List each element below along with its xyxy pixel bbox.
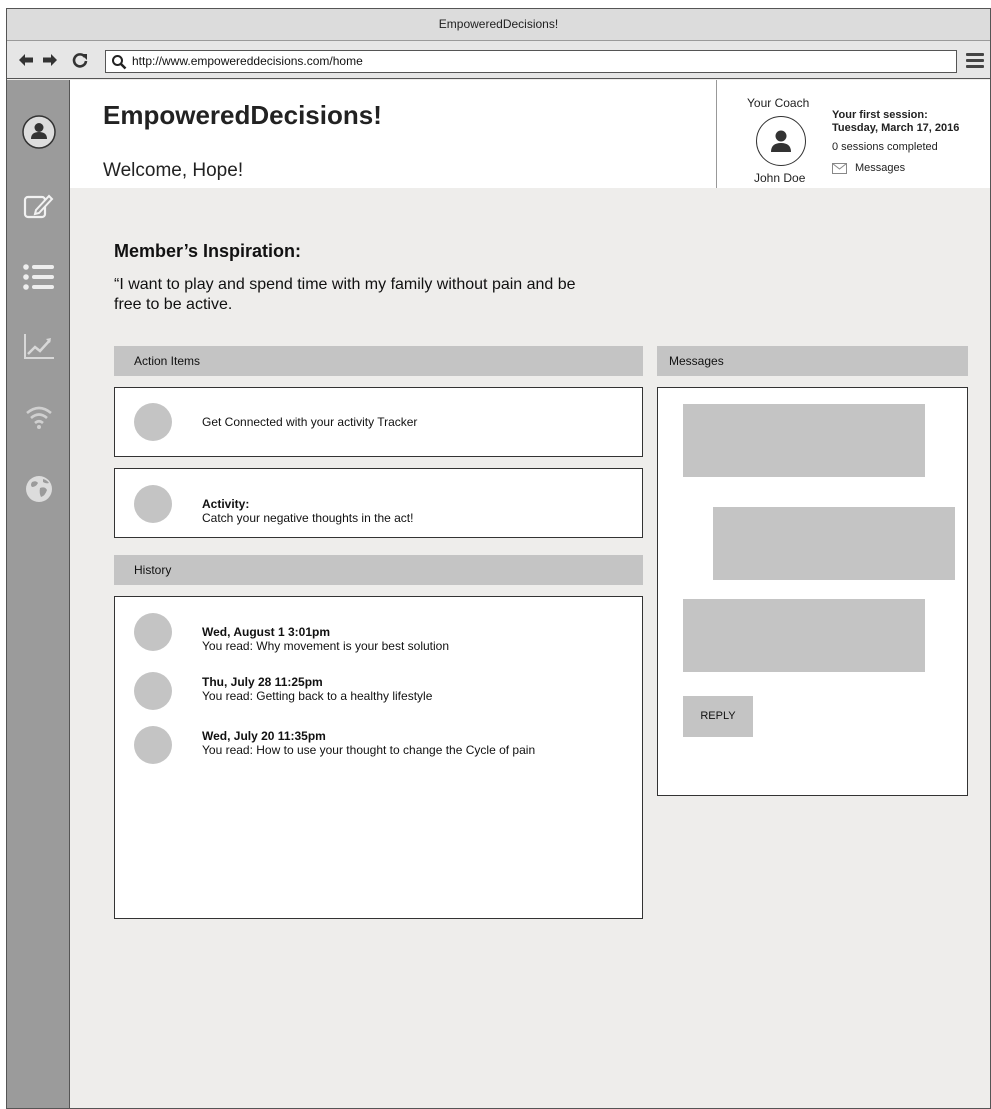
messages-header: Messages bbox=[657, 346, 968, 376]
message-bubble-incoming bbox=[683, 599, 925, 672]
coach-name: John Doe bbox=[754, 171, 806, 185]
forward-icon[interactable] bbox=[41, 51, 59, 69]
session-title: Your first session: bbox=[832, 109, 928, 121]
brand-title: EmpoweredDecisions! bbox=[103, 100, 382, 130]
action-item-text: Get Connected with your activity Tracker bbox=[202, 415, 418, 429]
coach-avatar[interactable] bbox=[756, 116, 806, 166]
coach-label: Your Coach bbox=[747, 96, 810, 110]
profile-icon[interactable] bbox=[21, 114, 57, 150]
inspiration-quote: “I want to play and spend time with my family without pain and be free to be active. bbox=[114, 276, 576, 313]
history-entry[interactable] bbox=[202, 675, 432, 703]
history-avatar bbox=[134, 672, 172, 710]
message-bubble-incoming bbox=[683, 404, 925, 477]
action-item[interactable] bbox=[114, 468, 643, 538]
history-entry[interactable] bbox=[202, 625, 449, 653]
history-date: Thu, July 28 11:25pm bbox=[202, 675, 323, 689]
welcome-text: Welcome, Hope! bbox=[103, 160, 244, 181]
coach-panel bbox=[716, 80, 991, 188]
action-item-content bbox=[202, 497, 413, 525]
action-item-avatar bbox=[134, 485, 172, 523]
history-entry[interactable] bbox=[202, 729, 535, 757]
action-item[interactable] bbox=[114, 387, 643, 457]
messages-link-label: Messages bbox=[855, 162, 906, 174]
inspiration-title: Member’s Inspiration: bbox=[114, 241, 302, 261]
history-header: History bbox=[114, 555, 643, 585]
history-date: Wed, August 1 3:01pm bbox=[202, 625, 331, 639]
window-title: EmpoweredDecisions! bbox=[7, 9, 990, 41]
envelope-icon bbox=[832, 163, 847, 174]
history-avatar bbox=[134, 613, 172, 651]
page-header bbox=[70, 80, 991, 188]
session-info bbox=[832, 109, 959, 135]
action-items-header: Action Items bbox=[114, 346, 643, 376]
wifi-icon[interactable] bbox=[21, 399, 57, 435]
action-item-avatar bbox=[134, 403, 172, 441]
message-bubble-outgoing bbox=[713, 507, 955, 580]
messages-link[interactable] bbox=[832, 162, 905, 174]
url-bar[interactable] bbox=[105, 50, 957, 73]
browser-menu-icon[interactable] bbox=[966, 53, 984, 69]
sessions-completed: 0 sessions completed bbox=[832, 141, 938, 153]
history-date: Wed, July 20 11:35pm bbox=[202, 729, 326, 743]
globe-icon[interactable] bbox=[21, 471, 57, 507]
sidebar bbox=[7, 80, 70, 1109]
browser-window bbox=[6, 8, 991, 1109]
history-text: You read: Why movement is your best solution bbox=[202, 639, 450, 653]
action-item-label: Activity: bbox=[202, 497, 250, 511]
chart-icon[interactable] bbox=[21, 328, 57, 364]
search-icon bbox=[111, 54, 127, 70]
history-text: You read: How to use your thought to change the Cycle of pain bbox=[202, 743, 536, 757]
user-icon bbox=[768, 128, 794, 154]
browser-toolbar bbox=[7, 41, 990, 79]
history-text: You read: Getting back to a healthy lifestyle bbox=[202, 689, 433, 703]
reply-button[interactable]: REPLY bbox=[683, 696, 753, 737]
history-list bbox=[114, 596, 643, 919]
messages-panel bbox=[657, 387, 968, 796]
back-icon[interactable] bbox=[17, 51, 35, 69]
history-avatar bbox=[134, 726, 172, 764]
action-item-text: Catch your negative thoughts in the act! bbox=[202, 511, 414, 525]
session-date: Tuesday, March 17, 2016 bbox=[832, 122, 960, 134]
edit-icon[interactable] bbox=[21, 189, 57, 225]
list-icon[interactable] bbox=[21, 259, 57, 295]
reload-icon[interactable] bbox=[71, 51, 89, 69]
url-text: http://www.empowereddecisions.com/home bbox=[132, 54, 363, 68]
